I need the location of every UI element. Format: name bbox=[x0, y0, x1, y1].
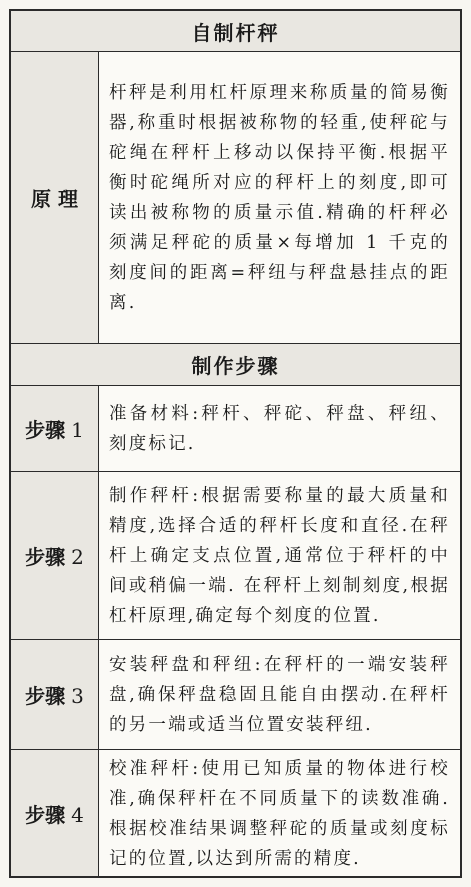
step-content-cell bbox=[99, 750, 460, 876]
step-label: 步骤 3 bbox=[25, 684, 84, 708]
step-content-cell bbox=[99, 640, 460, 749]
step-label-cell bbox=[11, 640, 99, 749]
step-text: 安装秤盘和秤纽:在秤杆的一端安装秤盘,确保秤盘稳固且能自由摆动.在秤杆的另一端或适当位置安装秤纽. bbox=[109, 655, 450, 735]
step-label-cell bbox=[11, 386, 99, 471]
principle-content-cell bbox=[99, 52, 460, 343]
step-text: 准备材料:秤杆、秤砣、秤盘、秤纽、刻度标记. bbox=[109, 404, 450, 454]
document-table bbox=[9, 9, 462, 878]
step-content-cell bbox=[99, 386, 460, 471]
step-label-cell bbox=[11, 750, 99, 876]
step-text: 制作秤杆:根据需要称量的最大质量和精度,选择合适的秤杆长度和直径.在秤杆上确定支点位置,通常位于秤杆的中间或稍偏一端. 在秤杆上刻制刻度,根据杠杆原理,确定每个刻度的位置. bbox=[109, 486, 450, 626]
step-row-4 bbox=[11, 750, 460, 876]
principle-label-cell bbox=[11, 52, 99, 343]
step-label-cell bbox=[11, 472, 99, 639]
table-title: 自制杆秤 bbox=[191, 20, 280, 45]
principle-row bbox=[11, 52, 460, 344]
steps-title: 制作步骤 bbox=[191, 354, 280, 378]
step-content-cell bbox=[99, 472, 460, 639]
step-row-2 bbox=[11, 472, 460, 640]
principle-label: 原 理 bbox=[31, 187, 78, 211]
principle-text: 杆秤是利用杠杆原理来称质量的简易衡器,称重时根据被称物的轻重,使秤砣与砣绳在秤杆上移动以保持平衡.根据平衡时砣绳所对应的秤杆上的刻度,即可读出被称物的质量示值.精确的杆秤必须满足秤砣的质量×每增加 1 千克的刻度间的距离=秤纽与秤盘悬挂点的距离. bbox=[109, 83, 450, 313]
step-label: 步骤 2 bbox=[25, 545, 84, 569]
steps-title-row bbox=[11, 344, 460, 386]
step-label: 步骤 4 bbox=[25, 802, 84, 827]
step-row-1 bbox=[11, 386, 460, 472]
step-label: 步骤 1 bbox=[25, 418, 84, 442]
title-row bbox=[11, 11, 460, 52]
step-row-3 bbox=[11, 640, 460, 750]
step-text: 校准秤杆:使用已知质量的物体进行校准,确保秤杆在不同质量下的读数准确.根据校准结果调整秤砣的质量或刻度标记的位置,以达到所需的精度. bbox=[109, 758, 450, 869]
